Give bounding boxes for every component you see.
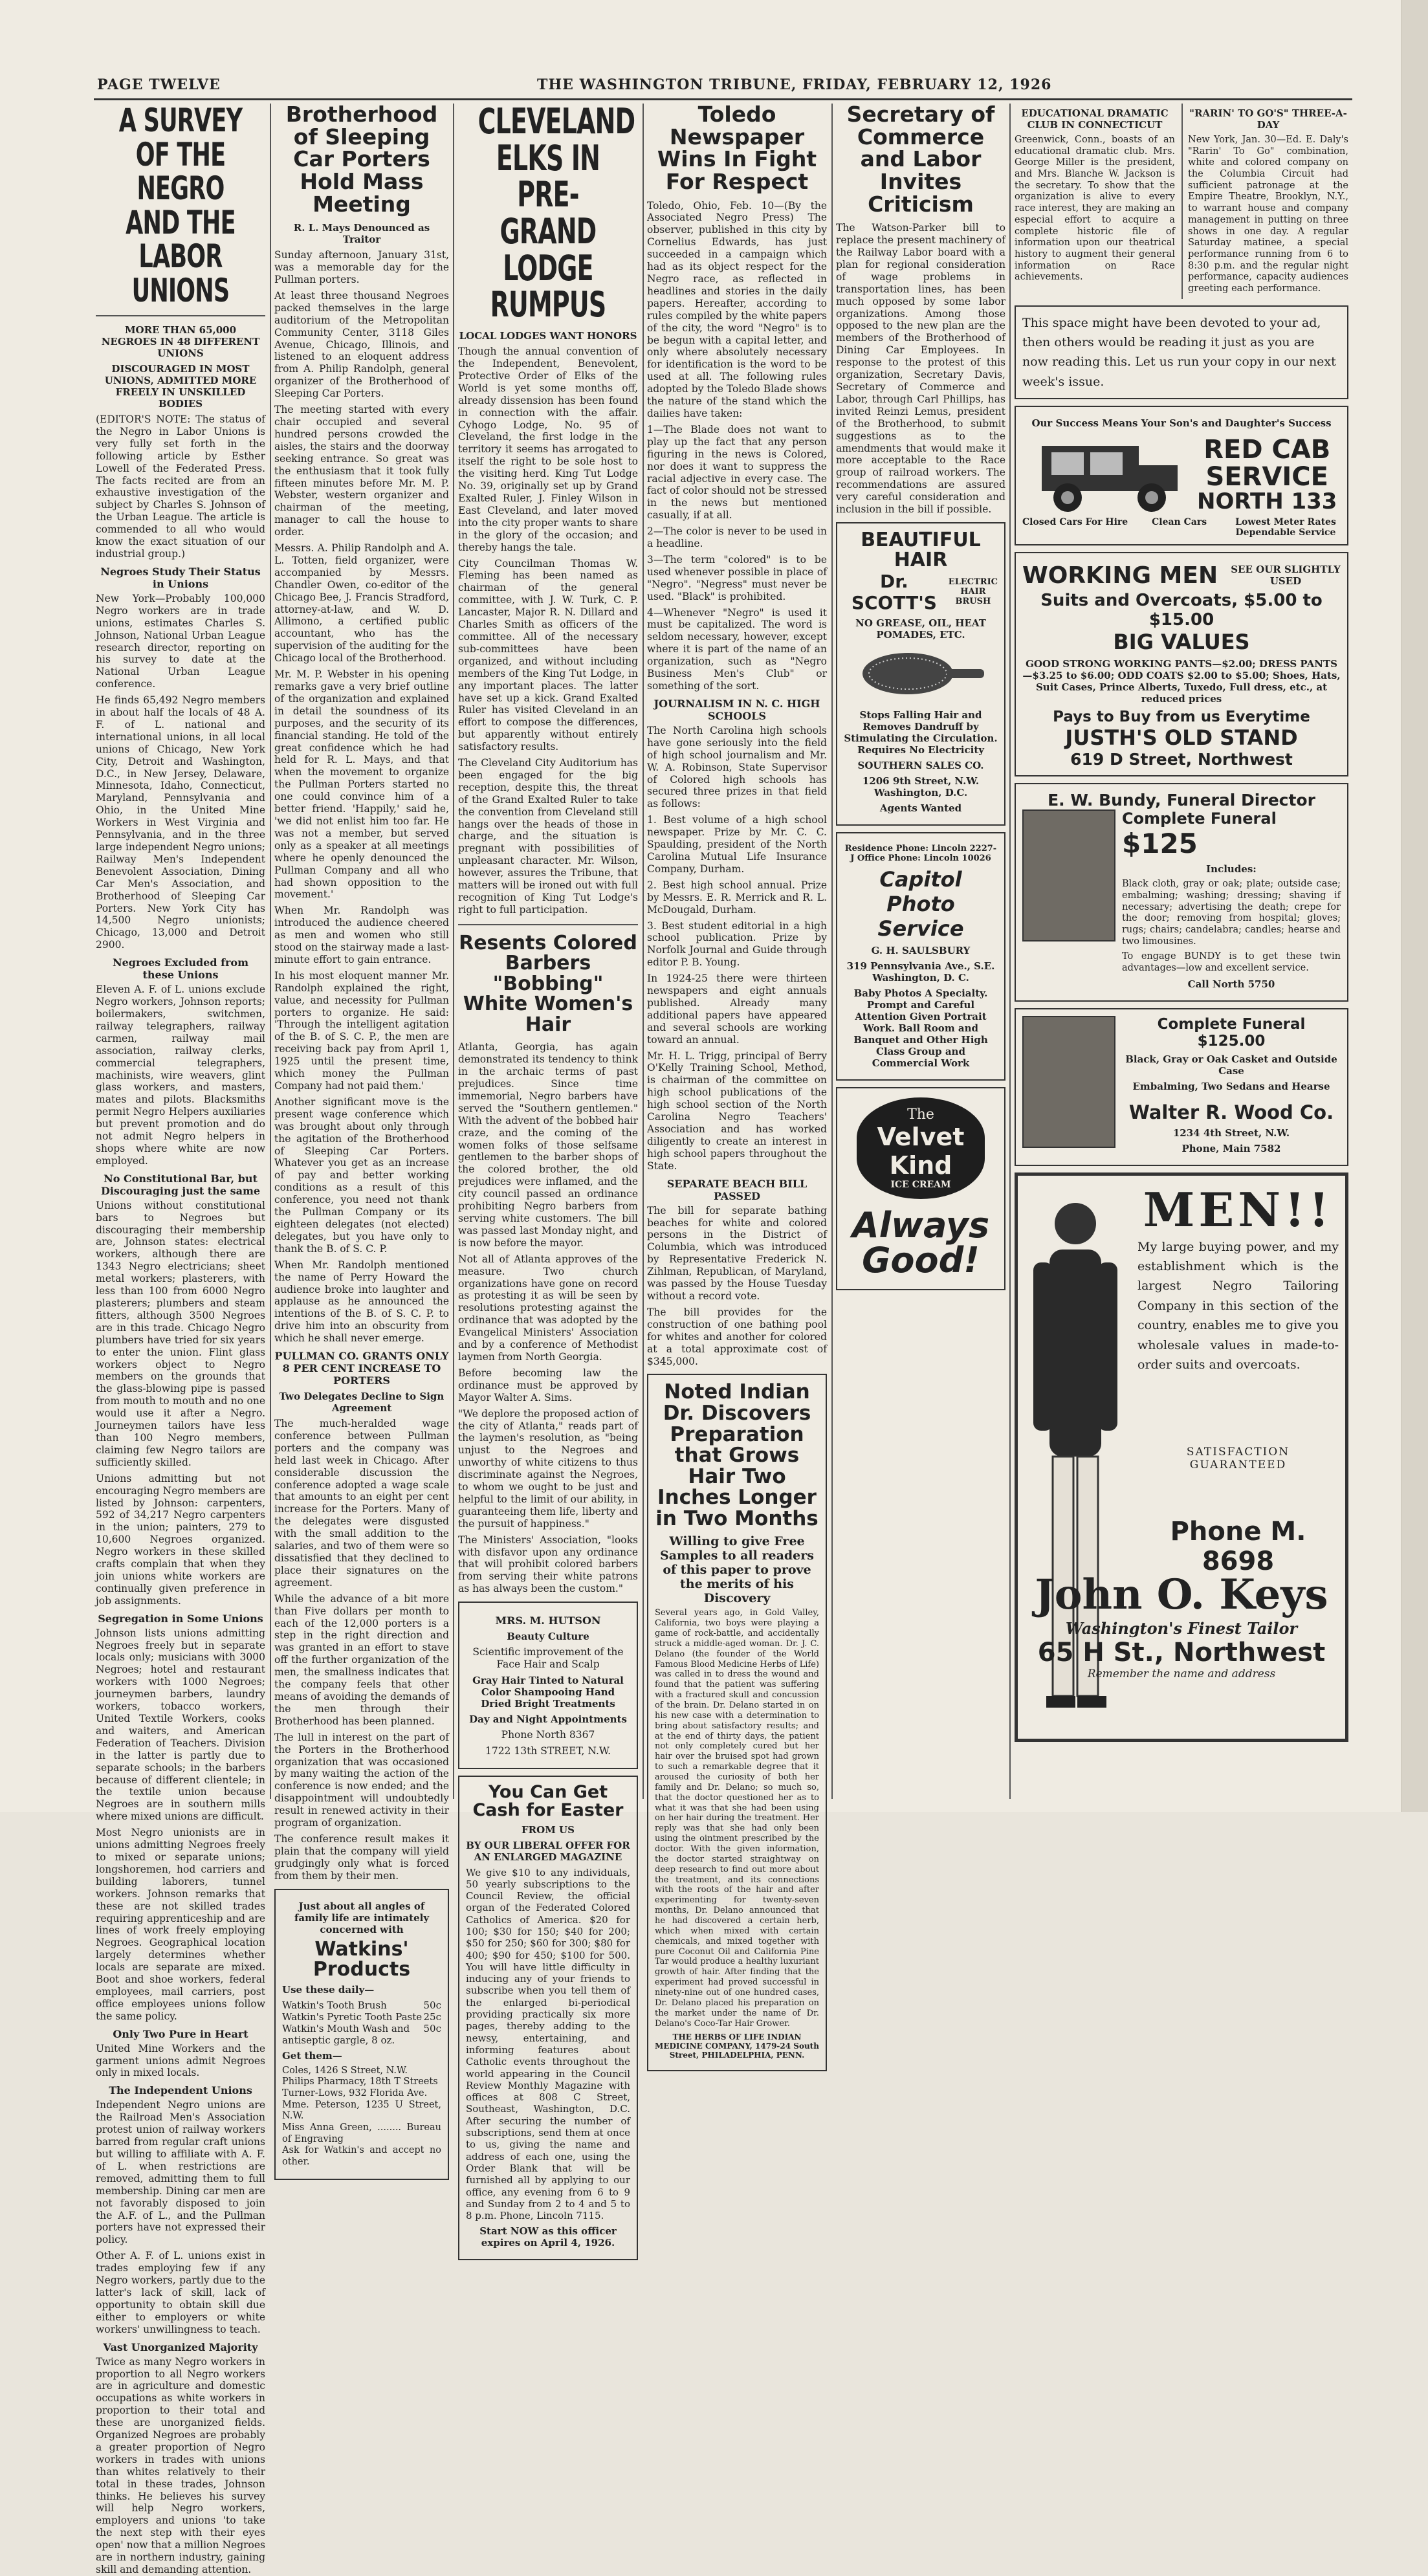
ad-guarantee: SATISFACTION GUARANTEED	[1186, 1446, 1290, 1472]
paragraph: The Watson-Parker bill to replace the present machinery of the Railway Labor board with a plan for regional consideration of wage problems in transportation lines, has been much opposed by some labor organizations. Among those opposed to the new plan are the members of the Brotherhood of Dining Car Employees. In response to the protest of this organization, Secretary Davis, Secretary of Commerce and Labor, through Carl Phillips, has invited Reinzi Lemus, president of the Brotherhood, to submit suggestions as to the amendments that would make it more acceptable to the Race group of railroad workers. The recommendations are assured very careful consideration and inclusion in the bill if possible.	[836, 222, 1005, 516]
ad-line: Gray Hair Tinted to Natural Color Shampooing Hand Dried Bright Treatments	[472, 1675, 624, 1710]
ad-space-notice: This space might have been devoted to your ad, then others would be reading it just as you are now reading this. Let us run your copy in our next week's issue.	[1015, 305, 1348, 400]
ad-brand-row	[844, 571, 998, 613]
page-edge	[1401, 0, 1428, 1812]
ad-top: Our Success Means Your Son's and Daughter's Success	[1031, 417, 1332, 430]
paragraph: Twice as many Negro workers in proportion to all Negro workers are in agriculture and domestic occupations as white workers in proportion to their total and these are unorganized fields. Organized Negroes are probably a greater proportion of Negro workers in trades with unions than whites relatively to their total in these trades, Johnson thinks. He believes his survey will help Negro workers, employers and unions 'to take the next step with their eyes open' now that a million Negroes are in northern industry, gaining skill and demanding attention.	[96, 2355, 265, 2575]
ad-address: 1206 9th Street, N.W. Washington, D.C.	[862, 775, 980, 798]
ad-line: Day and Night Appointments	[469, 1713, 627, 1725]
ad-remember: Remember the name and address	[1087, 1667, 1276, 1680]
ad-title: MEN!!	[1143, 1182, 1334, 1237]
note-title: EDUCATIONAL DRAMATIC CLUB IN CONNECTICUT	[1021, 107, 1169, 131]
paragraph: Unions admitting but not encouraging Negro members are listed by Johnson: carpenters, 592 of 34,217 Negro carpenters in the union; painters, 279 to 10,600 Negroes organized. Negro workers in these skilled crafts complain that when they join unions white workers are continually given preference in job assignments.	[96, 1472, 265, 1607]
divider	[458, 924, 638, 925]
ad-the: The	[907, 1106, 934, 1123]
paragraph: When Mr. Randolph was introduced the audience cheered as men and women who still stood on the stairway made a last-minute effort to gain entrance.	[274, 905, 449, 965]
paragraph: City Councilman Thomas W. Fleming has been named as chairman of the general committee, with J. W. Turk, C. P. Lancaster, Major R. N. Dillard and Charles Smith as officers of the committee. All of the necessary sub-committees have been organized, and without including members of the King Tut Lodge, in any important places. The latter have set up a kick. Grand Exalted Ruler has visited Cleveland in an effort to compose the differences, but apparently without entirely satisfactory results.	[458, 557, 638, 753]
cab-footer-item: Clean Cars	[1152, 517, 1207, 528]
ad-slogan: Always Good!	[851, 1204, 990, 1281]
headline: Secretary of Commerce and Labor Invites Criticism	[846, 102, 995, 217]
paper-dateline: THE WASHINGTON TRIBUNE, FRIDAY, FEBRUARY 12, 1926	[537, 76, 1052, 93]
paragraph: 3—The term "colored" is to be used whenever possible in place of "Negro". "Negress" must never be used. "Black" is prohibited.	[647, 553, 827, 602]
paragraph: Most Negro unionists are in unions admitting Negroes freely to mixed or separate unions; longshoremen, hod carriers and building laborers, tunnel workers. Johnson remarks that these are not skilled trades requiring apprenticeship and are lines of work freely employing Negroes. Geographical location largely determines whether locals are separate are mixed. Boot and shoe workers, federal employees, mail carriers, post office employees unions follow the same policy.	[96, 1827, 265, 2022]
ad-brand-sub: ELECTRIC HAIR BRUSH	[948, 577, 998, 607]
portrait-photo	[1022, 1016, 1115, 1148]
ad-phone: Call North 5750	[1187, 978, 1275, 990]
paragraph: He finds 65,492 Negro members in about half the locals of 48 A. F. of L. national and international unions, in all local unions of Chicago, New York City, Detroit and Washington, D.C., in New Jersey, Delaware, Minnesota, Idaho, Connecticut, Maryland, Pennsylvania and Ohio, in the United Mine Workers in West Virginia and Pennsylvania, and in the three large independent Negro unions; Railway Men's Independent Benevolent Association, Dining Car Men's Association, and Brotherhood of Sleeping Car Porters. New York City has 14,500 Negro unionists; Chicago, 13,000 and Detroit 2900.	[96, 694, 265, 951]
cab-footer-item: Closed Cars For Hire	[1022, 517, 1128, 528]
deck: DISCOURAGED IN MOST UNIONS, ADMITTED MORE FREELY IN UNSKILLED BODIES	[104, 363, 257, 410]
ad-sub: ICE CREAM	[890, 1179, 951, 1190]
column-elks	[458, 101, 638, 2249]
ad-intro: Just about all angles of family life are intimately concerned with	[294, 1900, 430, 1935]
deck: Two Delegates Decline to Sign Agreement	[279, 1391, 445, 1415]
product-price: 25c	[423, 2010, 441, 2023]
paragraph: In 1924-25 there were thirteen newspapers and eight annuals published. Already many additional papers have appeared and several schools are working toward an annual.	[647, 973, 827, 1046]
paragraph: New York—Probably 100,000 Negro workers are in trade unions, estimates Charles S. Johnson, National Urban League research director, reporting on his survey to date at the National Urban League conference.	[96, 592, 265, 690]
paragraph: Atlanta, Georgia, has again demonstrated its tendency to think in the archaic terms of past prejudices. Since time immemorial, Negro barbers have served the "Southern gentlemen." With the advent of the bobbed hair craze, and the coming of the women folks of those selfsame gentlemen to the barber shops of the colored brother, the old prejudices were inflamed, and the city council passed an ordinance prohibiting Negro barbers from serving white customers. The bill was passed last Monday night, and is now before the mayor.	[458, 1041, 638, 1249]
paragraph: 1—The Blade does not want to play up the fact that any person figuring in the news is Colored, nor does it want to suppress the racial adjective in every case. The fact of color should not be stressed in the news but mentioned casually, if at all.	[647, 423, 827, 522]
paragraph: The meeting started with every chair occupied and several hundred persons crowded the aisles, the stairs and the doorway seeking entrance. So great was the enthusiasm that it took fully fifteen minutes before Mr. M. P. Webster, western organizer and chairman of the meeting, manager to call the house to order.	[274, 404, 449, 538]
paragraph: The conference result makes it plain that the company will yield grudgingly only what is forced from them by their men.	[274, 1833, 449, 1882]
ad-line: Pays to Buy from us Everytime	[1053, 709, 1310, 726]
paragraph: United Mine Workers and the garment unions admit Negroes only in mixed locals.	[96, 2042, 265, 2079]
paragraph: Mr. M. P. Webster in his opening remarks gave a very brief outline of the organization and explained in detail the soundness of its purposes, and the security of its financial standing. He told of the great confidence which he had held for R. L. Mays, and that when the movement to organize the Pullman Porters started no one could convince him of a better friend. 'Happily,' said he, 'we did not enlist him too far. He was not a member, but served only as a speaker at all meetings where he openly denounced the Pullman Company and all who had shown opposition to the movement.'	[274, 668, 449, 901]
paragraph: Before becoming law the ordinance must be approved by Mayor Walter A. Sims.	[458, 1367, 638, 1404]
column-toledo	[647, 102, 827, 2060]
column-rule	[453, 104, 454, 1799]
paragraph: Another significant move is the present wage conference which was brought about only through the agitation of the Brotherhood of Sleeping Car Porters. Whatever you get as an increase of pay and better working conditions as a result of this conference, you need not thank the Pullman Company or its eighteen delegates (not elected) delegates, but you have only to thank the B. of S. C. P.	[274, 1095, 449, 1255]
paragraph: The Ministers' Association, "looks with disfavor upon any ordinance that will prohibit colored barbers from serving their white patrons as has always been the custom."	[458, 1534, 638, 1595]
paragraph: The bill for separate bathing beaches for white and colored persons in the District of Columbia, which was introduced by Representative Frederick N. Zihlman, Republican, of Maryland, was passed by the House Tuesday without a record vote.	[647, 1204, 827, 1302]
ad-row	[1022, 433, 1341, 517]
ad-body: We give $10 to any individuals, 50 yearly subscriptions to the Council Review, the official organ of the Federated Colored Catholics of America. $20 for 100; $30 for 150; $40 for 200; $50 for 250; $60 for 300; $80 for 400; $90 for 450; $100 for 500. You will have little difficulty in inducing any of your friends to subscribe when you tell them of the enlarged bi-periodical providing practically six more pages, thereby adding to the newsy, entertaining, and informing features about Catholic events throughout the world appearing in the Council Review Monthly Magazine with offices at 808 C Street, Southeast, Washington, D.C. After securing the number of subscriptions, send them at once to us, giving the name and address of each one, using the Order Blank that will be furnished all by applying to our office, any evening from 6 to 9 and Sunday from 2 to 4 and 5 to 8 p.m. Phone, Lincoln 7115.	[466, 1866, 630, 2222]
ad-name: John O. Keys	[1035, 1570, 1328, 1619]
masthead-rule	[94, 98, 1352, 100]
paragraph: Toledo, Ohio, Feb. 10—(By the Associated Negro Press) The observer, published in this city by Cornelius Edwards, has just succeeded in a campaign which had as its object respect for the Negro race, as reflected in headlines and stories in the daily papers. Hereafter, according to rules compiled by the white papers of the city, the word "Negro" is to be begun with a capital letter, and only where absolutely necessary for identification is the word to be used at all. The following rules adopted by the Toledo Blade shows the nature of the stand which the dailies have taken:	[647, 199, 827, 419]
cab-footer-item: Lowest Meter Rates Dependable Service	[1235, 517, 1336, 538]
ad-title: E. W. Bundy, Funeral Director	[1048, 791, 1315, 810]
subhead: Segregation in Some Unions	[98, 1612, 263, 1625]
product-name: Watkin's Mouth Wash and antiseptic gargle, 8 oz.	[282, 2022, 410, 2046]
paragraph: "We deplore the proposed action of the city of Atlanta," reads part of the laymen's resolution, as "being unjust to the Negroes and unworthy of white citizens to thus discriminate against the Negroes, to whom we ought to be just and helpful to the limit of our ability, in guaranteeing them life, liberty and the pursuit of happiness."	[458, 1407, 638, 1530]
ad-sub: Complete Funeral	[1122, 809, 1277, 828]
ad-title: Watkins' Products	[313, 1937, 411, 1981]
ad-name: MRS. M. HUTSON	[495, 1614, 601, 1627]
subhead: SEPARATE BEACH BILL PASSED	[666, 1177, 807, 1202]
ad-line: Stops Falling Hair and Removes Dandruff by Stimulating the Circulation. Requires No Electricity	[844, 709, 998, 756]
cab-line: SERVICE	[1205, 462, 1328, 492]
bundy-text	[1122, 809, 1341, 994]
paragraph: When Mr. Randolph mentioned the name of Perry Howard the audience broke into laughter and applause as he announced the intentions of the B. of S. C. P. to drive him into an obscurity from which he shall never emerge.	[274, 1259, 449, 1345]
ad-dealers: Coles, 1426 S Street, N.W. Philips Pharmacy, 18th T Streets Turner-Lows, 932 Florida Ave. Mme. Peterson, 1235 U Street, N.W. Miss Anna Green, ........ Bureau of Engraving Ask for Watkin's and accept no other.	[282, 2065, 441, 2168]
ad-title: Velvet Kind	[877, 1122, 965, 1180]
rarin-note	[1181, 104, 1348, 299]
column-labor-unions	[96, 102, 265, 2575]
ad-title: Noted Indian Dr. Discovers Preparation that Grows Hair Two Inches Longer in Two Months	[655, 1380, 818, 1530]
page-number: PAGE TWELVE	[97, 76, 221, 93]
paragraph: 4—Whenever "Negro" is used it must be capitalized. The word is seldom necessary, however, except where it is part of the name of an organization, such as "Negro Business Men's Club" or something of the sort.	[647, 606, 827, 692]
john-keys-tailor-ad	[1015, 1172, 1348, 1742]
ad-use: Use these daily—	[282, 1983, 375, 1996]
ad-name: JUSTH'S OLD STAND	[1065, 725, 1298, 751]
paragraph: Mr. H. L. Trigg, principal of Berry O'Kelly Training School, Method, is chairman of the committee on high school publications of the high school section of the North Carolina Negro Teachers' Association and has worked diligently to create an interest in high school papers throughout the State.	[647, 1050, 827, 1172]
paragraph: Though the annual convention of the Independent, Benevolent, Protective Order of Elks of the World is yet some months off, already dissension has been found in connection with the affair. Cyhogo Lodge, No. 95 of Cleveland, the first lodge in the territory it seems has arrogated to itself the right to be sole host to the visiting herd. King Tut Lodge No. 39, originally set up by Grand Exalted Ruler, J. Finley Wilson in East Cleveland, and later moved into the city proper wants to share in the glory of the occasion; and thereby hangs the tale.	[458, 346, 638, 553]
watkins-ad	[274, 1889, 449, 2180]
ad-get: Get them—	[282, 2049, 342, 2062]
capitol-photo-ad	[836, 832, 1005, 1081]
paragraph: While the advance of a bit more than Five dollars per month to each of the 12,000 porters is a step in the right direction and was granted in an effort to stave off the further organization of the men, the smallness indicates that the company feels that other means of avoiding the demands of the men through their Brotherhood has been planned.	[274, 1592, 449, 1727]
ad-title: Complete Funeral $125.00	[1157, 1015, 1306, 1050]
ad-title: Capitol Photo Service	[877, 866, 964, 941]
deck: LOCAL LODGES WANT HONORS	[459, 330, 637, 342]
ad-address: 65 H St., Northwest	[1037, 1637, 1326, 1668]
product-price: 50c	[423, 1999, 441, 2011]
ad-line: NO GREASE, OIL, HEAT POMADES, ETC.	[855, 617, 986, 641]
deck: R. L. Mays Denounced as Traitor	[293, 222, 430, 246]
ad-line: GOOD STRONG WORKING PANTS—$2.00; DRESS PANTS—$3.25 to $6.00; ODD COATS $2.00 to $5.00; Shoes, Hats, Suit Cases, Prince Alberts, Tuxedo, Full dress, etc., at reduced prices	[1022, 658, 1341, 705]
ad-see: SEE OUR SLIGHTLY USED	[1231, 564, 1341, 588]
subhead: Negroes Study Their Status in Unions	[100, 565, 261, 590]
paragraph: Unions without constitutional bars to Negroes but discouraging their membership are, Johnson states: electrical workers, although there are 1343 Negro electricians; sheet metal workers; plasterers, with less than 100 from 6000 Negro plasterers; plumbers and steam fitters, although 3500 Negroes are in this trade. Chicago Negro plumbers have tried for six years to enter the union. Flint glass workers object to Negro members on the grounds that the glass-blowing pipe is passed from mouth to mouth and no one would use it after a Negro. Journeymen tailors have less than 100 Negro members, claiming few Negro tailors are sufficiently skilled.	[96, 1199, 265, 1468]
paragraph: 2—The color is never to be used in a headline.	[647, 525, 827, 550]
ad-line: Suits and Overcoats, $5.00 to $15.00	[1040, 591, 1323, 630]
paragraph: The bill provides for the construction of one bathing pool for whites and another for colored at a total approximate cost of $345,000.	[647, 1306, 827, 1367]
cab-phone: NORTH 133	[1197, 489, 1337, 515]
ad-phone: Phone M. 8698	[1170, 1517, 1306, 1577]
justh-head	[1022, 560, 1341, 591]
subhead: Negroes Excluded from these Unions	[112, 956, 249, 982]
product-row	[282, 2023, 441, 2046]
ad-line: SOUTHERN SALES CO.	[857, 759, 984, 771]
column-rule	[831, 104, 833, 1799]
hairbrush-icon	[856, 644, 985, 703]
ad-phone: Phone North 8367	[501, 1729, 595, 1741]
short-notes-row	[1015, 104, 1348, 299]
column-brotherhood	[274, 102, 449, 2168]
deck: MORE THAN 65,000 NEGROES IN 48 DIFFERENT UNIONS	[101, 324, 260, 359]
portrait-photo	[1022, 809, 1115, 941]
ad-body: My large buying power, and my establishment which is the largest Negro Tailoring Company in this section of the country, enables me to give you wholesale values in made-to-order suits and overcoats.	[1137, 1239, 1339, 1372]
column-ads	[1015, 104, 1348, 1799]
red-cab-ad	[1015, 406, 1348, 545]
headline: Brotherhood of Sleeping Car Porters Hold Mass Meeting	[285, 102, 438, 217]
scotts-hairbrush-ad	[836, 522, 1005, 826]
velvet-kind-logo	[857, 1097, 985, 1199]
ad-subtitle: Willing to give Free Samples to all readers of this paper to prove the merits of his Discovery	[660, 1534, 814, 1606]
velvet-kind-ad	[836, 1087, 1005, 1290]
paragraph: 2. Best high school annual. Prize by Messrs. E. R. Merrick and R. L. McDougald, Durham.	[647, 879, 827, 916]
ad-line: BIG VALUES	[1113, 630, 1250, 655]
wood-row	[1022, 1016, 1341, 1158]
taxi-car-icon	[1022, 433, 1191, 517]
subhead: Vast Unorganized Majority	[103, 2340, 258, 2353]
wood-text	[1122, 1016, 1341, 1158]
paragraph: The North Carolina high schools have gone seriously into the field of high school journalism and Mr. W. A. Robinson, State Supervisor of Colored high schools has secured three prizes in that field as follows:	[647, 724, 827, 810]
product-name: Watkin's Tooth Brush	[282, 1999, 387, 2011]
ad-line: Agents Wanted	[879, 802, 962, 814]
paragraph: Messrs. A. Philip Randolph and A. L. Totten, field organizer, were accompanied by Messrs. Chandler Owen, co-editor of the Chicago Bee, J. Francis Stradford, attorney-at-law, and W. D. Allimono, a certified public accountant, who has the supervision of the auditing for the Chicago local of the Brotherhood.	[274, 542, 449, 665]
ad-line: Embalming, Two Sedans and Hearse	[1132, 1080, 1330, 1092]
product-row	[282, 2011, 441, 2023]
editors-note: (EDITOR'S NOTE: The status of the Negro in Labor Unions is very fully set forth in the following article by Esther Lowell of the Federated Press. The facts recited are from an exhaustive investigation of the subject by Charles S. Johnson of the Urban League. The article is commended to all who would know the exact situation of our industrial group.)	[96, 413, 265, 560]
ad-tagline: Washington's Finest Tailor	[1065, 1618, 1298, 1638]
paragraph: Other A. F. of L. unions exist in trades employing few if any Negro workers, partly due to the latter's lack of skill, lack of opportunity to obtain skill due either to employers or white workers' unwillingness to teach.	[96, 2250, 265, 2335]
subhead: No Constitutional Bar, but Discouraging just the same	[100, 1172, 261, 1197]
paragraph: Eleven A. F. of L. unions exclude Negro workers, Johnson reports; boilermakers, switchmen, railway telegraphers, railway carmen, railway mail association, railway clerks, commercial telegraphers, machinists, wire weavers, glint glass workers, and masters, mates and pilots. Blacksmiths permit Negro Helpers auxiliaries but prevent promotion and do not admit Negro helpers in shops where white are now employed.	[96, 984, 265, 1167]
ad-title: BEAUTIFUL HAIR	[861, 528, 981, 572]
note-title: "RARIN' TO GO'S" THREE-A-DAY	[1189, 107, 1347, 131]
ad-lines: Baby Photos A Specialty. Prompt and Careful Attention Given Portrait Work. Ball Room and Banquet and Other High Class Group and Commercial Work	[853, 987, 988, 1069]
ad-phone: Residence Phone: Lincoln 2227-J Office Phone: Lincoln 10026	[844, 843, 997, 863]
ad-name: Walter R. Wood Co.	[1128, 1101, 1334, 1123]
note-body: New York, Jan. 30—Ed. E. Daly's "Rarin' To Go" combination, white and colored company on the Columbia Circuit had sufficient patronage at the Empire Theatre, Brooklyn, N.Y., to warrant house and company management in putting on three shows in one day. A regular Saturday matinee, a special performance running from 6 to 8:30 p.m. and the regular night performance, capacity audiences greeting each performance.	[1188, 135, 1348, 294]
column-rule	[1009, 104, 1011, 1799]
paragraph: The lull in interest on the part of the Porters in the Brotherhood organization that was occasioned by many waiting the action of the conference is now ended; and the disappointment will undoubtedly result in renewed activity in their program of organization.	[274, 1731, 449, 1829]
column-secretary	[836, 104, 1005, 1799]
ad-line: Beauty Culture	[507, 1631, 589, 1643]
cab-text	[1197, 436, 1337, 514]
product-row	[282, 1999, 441, 2011]
cab-footer	[1022, 517, 1341, 538]
paragraph: Sunday afternoon, January 31st, was a memorable day for the Pullman porters.	[274, 249, 449, 286]
masthead	[97, 76, 1352, 96]
hutson-ad	[458, 1602, 638, 1769]
ad-line: Scientific improvement of the Face Hair and Scalp	[472, 1646, 624, 1671]
ad-address: 1722 13th STREET, N.W.	[485, 1745, 611, 1757]
ad-price: $125	[1122, 828, 1198, 860]
divider	[96, 315, 265, 316]
ad-includes: Includes:	[1206, 863, 1257, 875]
subhead: The Independent Unions	[109, 2084, 252, 2097]
headline: A SURVEY OF THE NEGRO AND THE LABOR UNIONS	[118, 102, 243, 309]
ad-address: 619 D Street, Northwest	[1070, 750, 1293, 769]
ad-body: Several years ago, in Gold Valley, California, two boys were playing a game of rock-battle, and accidentally struck a middle-aged woman. Dr. J. C. Delano (the founder of the World Famous Blood Medicine Herbs of Life) was called in to dress the wound and found that the patient was suffering with a fractured skull and concussion of the brain. Dr. Delano started in on his new case with a determination to bring about satisfactory results; and at the end of thirty days, the patient not only completely cured but her hair over the bruised spot had grown to such a remarkable degree that it aroused the curiosity of both her family and Dr. Delano; so much so, that the doctor questioned her as to what it was that she had been using on her hair during the treatment. Her reply was that she had only been using the ointment prescribed by the doctor. With the given information, the doctor started straightway on deep research to find out more about the treatment, and its connections with the roots of the hair and after experimenting for twenty-seven months, Dr. Delano announced that he had discovered a certain herb, which when mixed with certain chemicals, and mixed together with pure Coconut Oil and California Pine Tar would produce a healthy luxuriant growth of hair. After finding that the experiment had proved successful in ninety-nine out of one hundred cases, Dr. Delano placed his preparation on the market under the name of Dr. Delano's Coco-Tar Hair Grower.	[655, 1608, 819, 2029]
ad-footer: Start NOW as this officer expires on April 4, 1926.	[479, 2225, 617, 2249]
keys-footer	[1018, 1570, 1345, 1680]
ad-footer: THE HERBS OF LIFE INDIAN MEDICINE COMPANY, 1479-24 South Street, PHILADELPHIA, PENN.	[655, 2032, 819, 2060]
bundy-price-row	[1122, 809, 1341, 859]
ad-body: Black cloth, gray or oak; plate; outside case; embalming; washing; dressing; shaving if necessary; advertising the death; crepe for the door; removing from hospital; gloves; rugs; chairs; candelabra; candles; hearse and two limousines.	[1122, 879, 1341, 947]
ad-address: 319 Pennsylvania Ave., S.E. Washington, D. C.	[846, 960, 995, 984]
paragraph: The much-heralded wage conference between Pullman porters and the company was held last week in Chicago. After considerable discussion the conference adopted a wage scale that amounts to an eight per cent increase for the Porters. Many of the delegates were disgusted with the small addition to the salaries, and two of them were so dissatisfied that they declined to place their signatures on the agreement.	[274, 1418, 449, 1589]
justh-ad	[1015, 552, 1348, 776]
cab-line: RED CAB	[1203, 435, 1331, 465]
column-rule	[643, 104, 644, 1799]
ad-line: Black, Gray or Oak Casket and Outside Case	[1125, 1053, 1337, 1077]
bundy-funeral-ad	[1015, 783, 1348, 1002]
headline: CLEVELAND ELKS IN PRE-GRAND LODGE RUMPUS	[478, 101, 635, 325]
ad-title: WORKING MEN	[1022, 562, 1218, 589]
keys-text	[1137, 1182, 1339, 1577]
paragraph: 3. Best student editorial in a high school publication. Prize by Norfolk Journal and Guide through editor P. B. Young.	[647, 919, 827, 969]
paragraph: In his most eloquent manner Mr. Randolph explained the right, value, and necessity for Pullman porters to organize. He said: 'Through the intelligent agitation of the B. of S. C. P., the men are receiving back pay from April 1, 1925 until the present time, which money the Pullman Company had not paid them.'	[274, 969, 449, 1092]
ad-line: FROM US	[522, 1823, 575, 1836]
ad-address: 1234 4th Street, N.W.	[1172, 1127, 1290, 1139]
subhead: PULLMAN CO. GRANTS ONLY 8 PER CENT INCREASE TO PORTERS	[274, 1350, 449, 1387]
council-review-ad	[458, 1776, 638, 2261]
product-name: Watkin's Pyretic Tooth Paste	[282, 2010, 423, 2023]
note-body: Greenwick, Conn., boasts of an educational dramatic club. Mrs. George Miller is the president, and Mrs. Blanche W. Jackson is the secretary. To show that the organization is alive to every race interest, they are making an especial effort to acquire a complete historic file of information upon our theatrical history to augment their general information on Race achievements.	[1015, 135, 1175, 283]
paragraph: Not all of Atlanta approves of the measure. Two church organizations have gone on record as protesting it as will be seen by resolutions protesting against the ordinance that was adopted by the Evangelical Ministers' Association and by a conference of Methodist laymen from North Georgia.	[458, 1253, 638, 1363]
paragraph: 1. Best volume of a high school newspaper. Prize by Mr. C. C. Spaulding, president of the North Carolina Mutual Life Insurance Company, Durham.	[647, 814, 827, 875]
paragraph: Johnson lists unions admitting Negroes freely but in separate locals only; musicians with 3000 Negroes; hotel and restaurant workers with 1000 Negroes; journeymen barbers, laundry workers, tobacco workers, United Textile Workers, cooks and waiters, and American Federation of Teachers. Division in the latter is partly due to separate schools; in the barbers because of different clientele; in the textile union because Negroes are in southern mills where mixed unions are difficult.	[96, 1627, 265, 1823]
paragraph: At least three thousand Negroes packed themselves in the large auditorium of the Metropolitan Community Center, 3118 Giles Avenue, Chicago, Illinois, and listened to an eloquent address from A. Philip Randolph, general organizer of the Brotherhood of Sleeping Car Porters.	[274, 289, 449, 400]
wood-funeral-ad	[1015, 1008, 1348, 1166]
paragraph: Independent Negro unions are the Railroad Men's Association protest union of railway workers barred from regular craft unions but willing to affiliate with A. F. of L. when restrictions are removed, admitting them to full membership. Dining car men are not favorably disposed to join the A.F. of L., and the Pullman porters have not expressed their policy.	[96, 2099, 265, 2246]
ad-brand: Dr. SCOTT'S	[851, 570, 937, 613]
subhead: JOURNALISM IN N. C. HIGH SCHOOLS	[654, 697, 820, 722]
product-price: 50c	[423, 2022, 441, 2034]
ad-phone: Phone, Main 7582	[1181, 1142, 1281, 1154]
ad-name: G. H. SAULSBURY	[871, 944, 971, 956]
ad-body: To engage BUNDY is to get these twin advantages—low and excellent service.	[1122, 951, 1341, 973]
headline: Resents Colored Barbers "Bobbing" White Women's Hair	[459, 931, 637, 1036]
column-rule	[270, 104, 271, 1799]
ad-line: BY OUR LIBERAL OFFER FOR AN ENLARGED MAGAZINE	[466, 1839, 630, 1863]
club-note	[1015, 104, 1175, 299]
delano-hair-ad	[647, 1374, 827, 2071]
paragraph: The Cleveland City Auditorium has been engaged for the big reception, despite this, the threat of the Grand Exalted Ruler to take the convention from Cleveland still hangs over the heads of those in charge, and the situation is pregnant with possibilities of unpleasant character. Mr. Wilson, however, assures the Tribune, that matters will be ironed out with full recognition of King Tut Lodge's right to full participation.	[458, 757, 638, 916]
subhead: Only Two Pure in Heart	[113, 2027, 248, 2040]
bundy-row	[1022, 809, 1341, 994]
headline: Toledo Newspaper Wins In Fight For Respect	[657, 102, 817, 194]
ad-title: You Can Get Cash for Easter	[472, 1781, 624, 1821]
